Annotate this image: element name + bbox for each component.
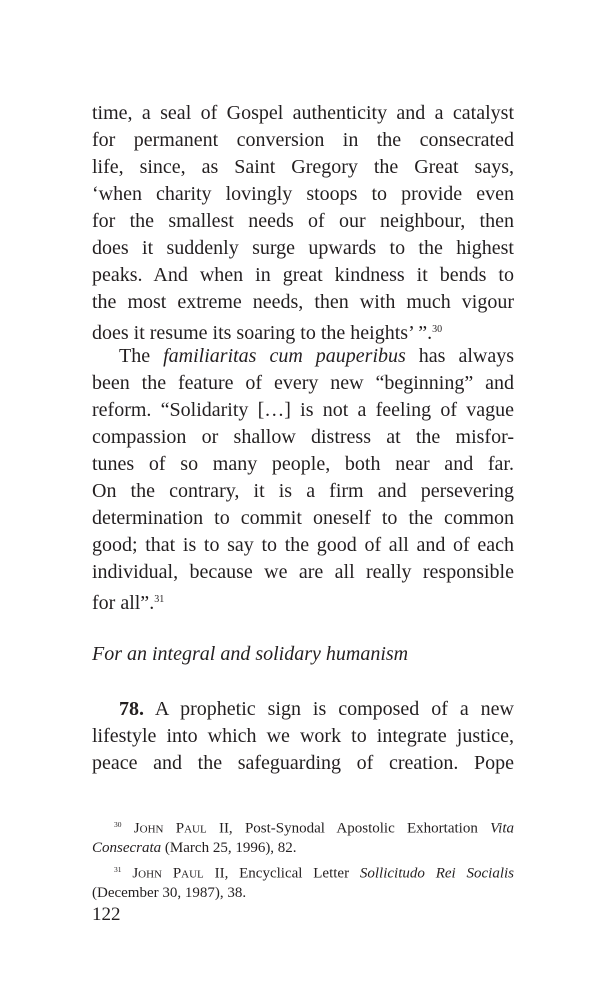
- text-run: individual, because we are all really responsible: [92, 561, 514, 583]
- text-run: A prophetic sign is composed of a new: [144, 698, 514, 720]
- text-line: [92, 696, 514, 723]
- text-line: [92, 181, 514, 208]
- paragraph: [92, 814, 514, 859]
- paragraph: [92, 343, 514, 613]
- text-run: John Paul: [133, 820, 207, 837]
- text-line: [92, 451, 514, 478]
- text-run: compassion or shallow distress at the misfor-: [92, 426, 514, 448]
- text-run: II, Post-Synodal Apostolic Exhortation: [206, 820, 491, 837]
- text-run: Sollicitudo Rei Socialis: [359, 865, 515, 882]
- text-line: [92, 723, 514, 750]
- text-run: been the feature of every new “beginning” and: [92, 372, 514, 394]
- footnote-reference: 31: [154, 594, 165, 605]
- text-line: [92, 532, 514, 559]
- text-run: for permanent conversion in the consecrated: [92, 129, 514, 151]
- text-run: for the smallest needs of our neighbour, then: [92, 210, 514, 232]
- paragraph: [92, 859, 514, 904]
- text-line: [92, 127, 514, 154]
- text-run: Consecrata: [92, 839, 162, 856]
- paragraph: [92, 696, 514, 777]
- text-run: time, a seal of Gospel authenticity and a catalyst: [92, 102, 514, 124]
- text-line: [92, 586, 514, 613]
- text-line: [92, 859, 514, 882]
- text-run: II, Encyclical Letter: [203, 865, 360, 882]
- text-line: [92, 154, 514, 181]
- text-line: [92, 814, 514, 837]
- text-run: does it suddenly surge upwards to the highest: [92, 237, 514, 259]
- text-line: [92, 235, 514, 262]
- text-run: ‘when charity lovingly stoops to provide even: [92, 183, 514, 205]
- text-run: The: [119, 345, 164, 367]
- text-line: [92, 424, 514, 451]
- text-run: determination to commit oneself to the common: [92, 507, 514, 529]
- text-line: [92, 316, 514, 343]
- text-line: [92, 289, 514, 316]
- footnote-reference: 30: [432, 324, 443, 335]
- text-run: tunes of so many people, both near and far.: [92, 453, 514, 475]
- body-text: [92, 100, 514, 613]
- text-run: John Paul: [132, 865, 204, 882]
- text-run: does it resume its soaring to the heights’ ”.: [92, 322, 433, 344]
- text-run: 78.: [119, 698, 144, 720]
- text-line: [92, 559, 514, 586]
- text-run: life, since, as Saint Gregory the Great says,: [92, 156, 514, 178]
- footnote-reference: 30: [114, 820, 122, 829]
- text-line: [92, 882, 514, 905]
- text-run: familiaritas cum pauperibus: [163, 345, 406, 367]
- section-heading: For an integral and solidary humanism: [92, 643, 409, 665]
- text-run: has always: [405, 345, 515, 367]
- text-run: for all”.: [92, 592, 155, 614]
- footnote-reference: 31: [114, 865, 122, 874]
- text-run: the most extreme needs, then with much vigour: [92, 291, 514, 313]
- text-line: [92, 397, 514, 424]
- text-run: (December 30, 1987), 38.: [92, 884, 247, 901]
- text-line: [92, 343, 514, 370]
- text-run: good; that is to say to the good of all and of each: [92, 534, 514, 556]
- text-run: peace and the safeguarding of creation. Pope: [92, 752, 514, 774]
- text-line: [92, 100, 514, 127]
- text-line: [92, 478, 514, 505]
- text-run: reform. “Solidarity […] is not a feeling of vague: [92, 399, 514, 421]
- text-line: [92, 505, 514, 532]
- text-run: (March 25, 1996), 82.: [161, 839, 297, 856]
- section-78-text: [92, 696, 514, 777]
- text-line: [92, 837, 514, 860]
- text-run: lifestyle into which we work to integrate justice,: [92, 725, 514, 747]
- text-run: On the contrary, it is a firm and persevering: [92, 480, 514, 502]
- text-run: [122, 865, 133, 881]
- text-line: [92, 750, 514, 777]
- text-run: Vita: [490, 820, 514, 837]
- page-number: 122: [92, 904, 121, 925]
- paragraph: [92, 100, 514, 343]
- text-run: peaks. And when in great kindness it bends to: [92, 264, 514, 286]
- text-line: [92, 262, 514, 289]
- text-run: [122, 820, 134, 836]
- text-line: [92, 208, 514, 235]
- footnotes: [92, 814, 514, 904]
- text-line: [92, 370, 514, 397]
